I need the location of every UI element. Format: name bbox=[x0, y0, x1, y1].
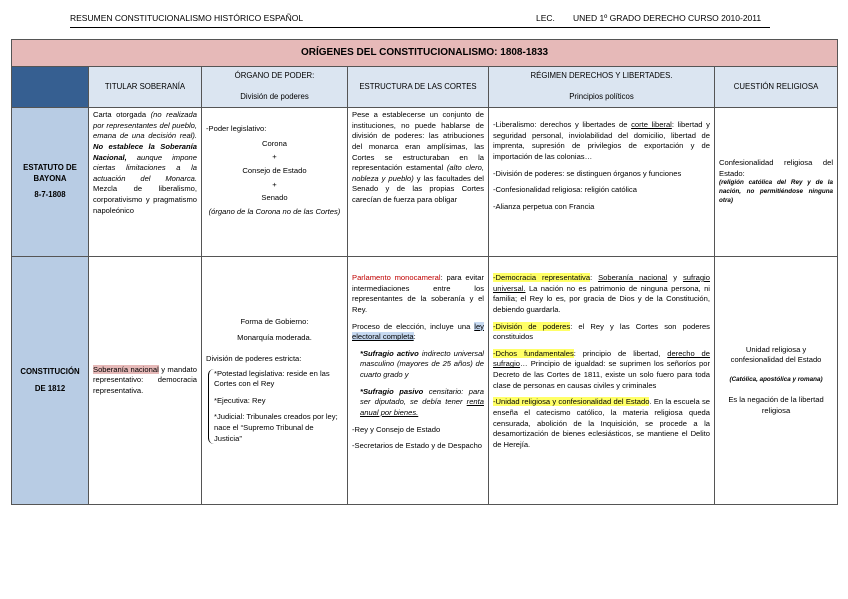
constitutionalism-table bbox=[11, 39, 838, 505]
text: Proceso de elección, incluye una bbox=[352, 321, 471, 331]
text: : bbox=[413, 332, 416, 342]
text: (no realizada por representantes del pueblo, emana de una decisión real). bbox=[93, 110, 197, 141]
text: Senado bbox=[261, 193, 288, 203]
text: indirecto universal masculino (mayores de 25 años) de cuarto grado y bbox=[360, 348, 484, 379]
cell-1812-religion bbox=[715, 257, 838, 505]
text: y las facultades del Senado y de las propias Cortes carecían de fuerza para obligar bbox=[352, 173, 484, 204]
text: (órgano de la Corona no de las Cortes) bbox=[208, 206, 341, 216]
text: -División de poderes: se distinguen órganos y funciones bbox=[493, 168, 682, 178]
text: (alto clero, nobleza y pueblo) bbox=[352, 163, 484, 183]
col-header-organo-line2: División de poderes bbox=[240, 92, 309, 102]
row-header-1812 bbox=[12, 257, 89, 505]
col-header-organo-line1: ÓRGANO DE PODER: bbox=[234, 70, 315, 80]
text: -Secretarios de Estado y de Despacho bbox=[352, 441, 483, 451]
cell-1812-organo bbox=[202, 257, 348, 505]
header-title: RESUMEN CONSTITUCIONALISMO HISTÓRICO ESPAÑOL bbox=[70, 13, 304, 23]
text: *Ejecutiva: Rey bbox=[214, 395, 266, 405]
text: -División de poderes bbox=[493, 321, 571, 331]
row-header-bayona-date: 8-7-1808 bbox=[34, 190, 66, 200]
text: : libertad y seguridad personal, inviolabilidad del domicilio, libertad de imprenta, supresión de privilegios de exportación y de importación de las colonias… bbox=[493, 120, 710, 161]
cell-bayona-soberania bbox=[89, 108, 202, 257]
text: Pese a establecerse un conjunto de instituciones, no puede hablarse de división de poderes: las atribuciones del monarca eran amplísimas, las Cortes se estructuraban en la representación estamental bbox=[352, 110, 484, 173]
text: (Católica, apostólica y romana) bbox=[729, 376, 823, 384]
text: *Judicial: Tribunales creados por ley; nace el “Supremo Tribunal de Justicia” bbox=[214, 412, 338, 443]
col-header-cortes: ESTRUCTURA DE LAS CORTES bbox=[348, 67, 489, 108]
text: *Sufragio activo bbox=[360, 348, 419, 358]
text: . En la escuela se enseña el catecismo católico, la materia religiosa queda censurada, abolición de la Inquisición, se procede a la desamortización de bienes eclesiásticos, se mantiene el Delito de Herejía. bbox=[493, 397, 710, 449]
col-header-organo bbox=[202, 67, 348, 108]
text: -Unidad religiosa y confesionalidad del Estado bbox=[493, 397, 650, 407]
text: Unidad religiosa y confesionalidad del Estado bbox=[730, 344, 822, 365]
text: División de poderes estricta: bbox=[206, 353, 302, 363]
text: renta anual por bienes. bbox=[360, 397, 484, 417]
row-header-1812-name: CONSTITUCIÓN bbox=[20, 366, 80, 376]
text: Es la negación de la libertad religiosa bbox=[728, 394, 824, 415]
text: derecho de sufragio bbox=[493, 348, 711, 369]
page-header bbox=[70, 13, 770, 28]
text: -Democracia representativa bbox=[493, 273, 591, 282]
table-row-bayona bbox=[12, 108, 838, 257]
text: y mandato representativo: democracia representativa. bbox=[93, 364, 197, 395]
text: ley electoral completa bbox=[352, 321, 484, 342]
text: -Liberalismo: derechos y libertades de bbox=[493, 120, 628, 129]
col-header-derechos bbox=[489, 67, 715, 108]
text: *Sufragio pasivo bbox=[360, 386, 424, 396]
cell-1812-derechos bbox=[489, 257, 715, 505]
row-header-bayona-name: ESTATUTO DE BAYONA bbox=[23, 162, 77, 183]
text: Soberanía nacional bbox=[93, 364, 159, 374]
column-header-row bbox=[12, 67, 838, 108]
text: La nación no es patrimonio de ninguna persona, ni familia; el Rey lo es, por gracia de Dios y de la Constitución, debiendo guardarla. bbox=[493, 283, 710, 314]
text: No establece la Soberanía Nacional, bbox=[93, 141, 197, 162]
text: + bbox=[272, 179, 277, 189]
text: Mezcla de liberalismo, corporativismo y pragmatismo napoleónico bbox=[93, 184, 197, 215]
table-row-1812 bbox=[12, 257, 838, 505]
row-header-1812-date: DE 1812 bbox=[34, 383, 66, 393]
cell-1812-cortes bbox=[348, 257, 489, 505]
text: *Potestad legislativa: reside en las Cortes con el Rey bbox=[214, 368, 330, 389]
text: : bbox=[590, 273, 593, 282]
text: (religión católica del Rey y de la nación, no permitiéndose ninguna otra) bbox=[719, 179, 834, 205]
corner-cell bbox=[12, 67, 89, 108]
text: -Confesionalidad religiosa: religión católica bbox=[493, 185, 637, 195]
text: Parlamento monocameral bbox=[352, 273, 441, 282]
cell-1812-soberania bbox=[89, 257, 202, 505]
text: corte liberal bbox=[631, 120, 672, 129]
text: Soberanía nacional bbox=[598, 273, 668, 282]
table-title: ORÍGENES DEL CONSTITUCIONALISMO: 1808-1833 bbox=[12, 40, 838, 67]
text: -Poder legislativo: bbox=[206, 124, 267, 133]
text: sufragio universal. bbox=[493, 273, 710, 293]
text: -Rey y Consejo de Estado bbox=[352, 424, 441, 434]
text: aunque impone ciertas limitaciones a la actuación del Monarca. bbox=[93, 152, 197, 183]
header-lec: LEC. bbox=[536, 13, 555, 23]
cell-bayona-cortes bbox=[348, 108, 489, 257]
col-header-soberania: TITULAR SOBERANÍA bbox=[89, 67, 202, 108]
text: Carta otorgada bbox=[93, 110, 147, 119]
text: -Alianza perpetua con Francia bbox=[493, 201, 595, 211]
text: + bbox=[272, 152, 277, 162]
header-course: UNED 1º GRADO DERECHO CURSO 2010-2011 bbox=[573, 13, 762, 23]
cell-bayona-religion bbox=[715, 108, 838, 257]
text: : para evitar intermediaciones entre los representantes de la soberanía y el Rey. bbox=[352, 273, 484, 314]
text: Corona bbox=[262, 138, 287, 148]
col-header-derechos-line2: Principios políticos bbox=[569, 92, 634, 102]
text: -Dchos fundamentales bbox=[493, 348, 574, 358]
col-header-derechos-line1: RÉGIMEN DERECHOS Y LIBERTADES. bbox=[530, 70, 673, 80]
text: Consejo de Estado bbox=[242, 165, 307, 175]
text: Monarquía moderada. bbox=[237, 333, 312, 343]
cell-bayona-organo bbox=[202, 108, 348, 257]
col-header-religion: CUESTIÓN RELIGIOSA bbox=[715, 67, 838, 108]
text: Forma de Gobierno: bbox=[240, 316, 309, 326]
text: : principio de libertad, bbox=[573, 348, 661, 358]
text: … Principio de igualdad: se suprimen los señoríos por Decreto de las Cortes de 1811, existe un solo fuero para toda clase de personas en causas civiles y criminales bbox=[493, 359, 710, 390]
powers-brace bbox=[208, 369, 343, 445]
row-header-bayona bbox=[12, 108, 89, 257]
text: : el Rey y las Cortes son poderes constituidos bbox=[493, 321, 710, 342]
text: y bbox=[673, 273, 678, 282]
text: censitario: para ser diputado, se debía tener bbox=[360, 386, 484, 407]
text: Confesionalidad religiosa del Estado: bbox=[719, 158, 834, 178]
cell-bayona-derechos bbox=[489, 108, 715, 257]
